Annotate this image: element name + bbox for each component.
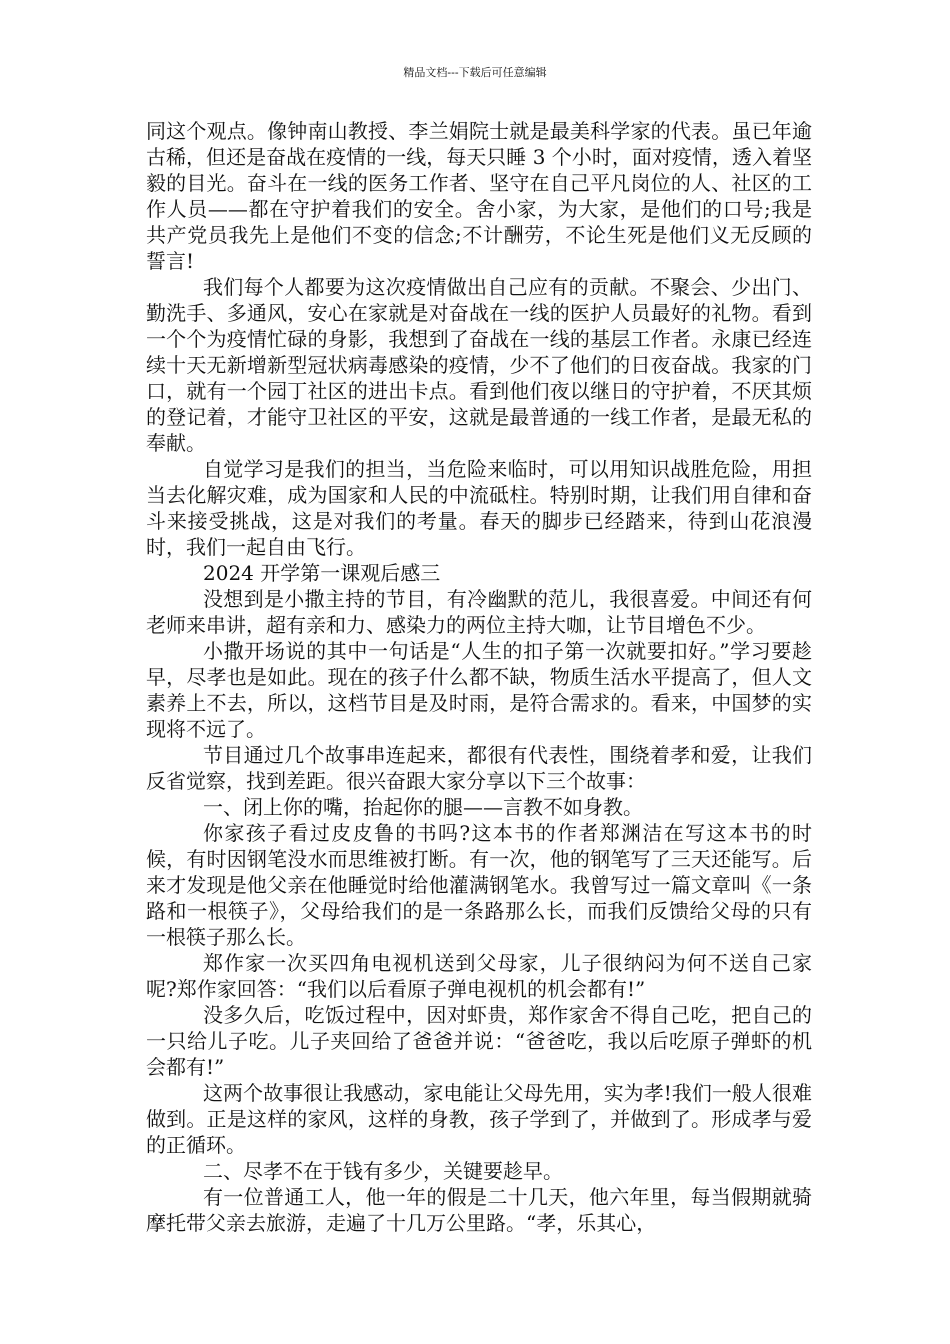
paragraph: 我们每个人都要为这次疫情做出自己应有的贡献。不聚会、少出门、勤洗手、多通风，安心在家就是对奋战在一线的医护人员最好的礼物。看到一个个为疫情忙碌的身影，我想到了奋战在一线的基层工作者。永康已经连续十天无新增新型冠状病毒感染的疫情，少不了他们的日夜奋战。我家的门口，就有一个园丁社区的进出卡点。看到他们夜以继日的守护着，不厌其烦的登记着，才能守卫社区的平安，这就是最普通的一线工作者，是最无私的奉献。 [146, 275, 812, 455]
paragraph: 没多久后，吃饭过程中，因对虾贵，郑作家舍不得自己吃，把自己的一只给儿子吃。儿子夹回给了爸爸并说：“爸爸吃，我以后吃原子弹虾的机会都有!” [146, 1003, 812, 1079]
paragraph: 你家孩子看过皮皮鲁的书吗?这本书的作者郑渊洁在写这本书的时候，有时因钢笔没水而思维被打断。有一次，他的钢笔写了三天还能写。后来才发现是他父亲在他睡觉时给他灌满钢笔水。我曾写过一篇文章叫《一条路和一根筷子》，父母给我们的是一条路那么长，而我们反馈给父母的只有一根筷子那么长。 [146, 821, 812, 949]
paragraph: 自觉学习是我们的担当，当危险来临时，可以用知识战胜危险，用担当去化解灾难，成为国家和人民的中流砥柱。特别时期，让我们用自律和奋斗来接受挑战，这是对我们的考量。春天的脚步已经踏来，待到山花浪漫时，我们一起自由飞行。 [146, 457, 812, 559]
paragraph: 这两个故事很让我感动，家电能让父母先用，实为孝!我们一般人很难做到。正是这样的家风，这样的身教，孩子学到了，并做到了。形成孝与爱的正循环。 [146, 1081, 812, 1157]
page-header: 精品文档---下载后可任意编辑 [403, 66, 547, 79]
paragraph: 郑作家一次买四角电视机送到父母家，儿子很纳闷为何不送自己家呢?郑作家回答：“我们以后看原子弹电视机的机会都有!” [146, 951, 812, 1001]
paragraph: 有一位普通工人，他一年的假是二十几天，他六年里，每当假期就骑摩托带父亲去旅游，走遍了十几万公里路。“孝，乐其心， [146, 1185, 812, 1235]
paragraph: 小撒开场说的其中一句话是“人生的扣子第一次就要扣好。”学习要趁早，尽孝也是如此。现在的孩子什么都不缺，物质生活水平提高了，但人文素养上不去，所以，这档节目是及时雨，是符合需求的。看来，中国梦的实现将不远了。 [146, 639, 812, 741]
paragraph: 节目通过几个故事串连起来，都很有代表性，围绕着孝和爱，让我们反省觉察，找到差距。很兴奋跟大家分享以下三个故事： [146, 743, 812, 793]
story-heading: 一、闭上你的嘴，抬起你的腿——言教不如身教。 [203, 795, 643, 819]
story-heading: 二、尽孝不在于钱有多少，关键要趁早。 [203, 1159, 563, 1183]
paragraph: 同这个观点。像钟南山教授、李兰娟院士就是最美科学家的代表。虽已年逾古稀，但还是奋战在疫情的一线，每天只睡 3 个小时，面对疫情，透入着坚毅的目光。奋斗在一线的医务工作者、坚守在自己平凡岗位的人、社区的工作人员——都在守护着我们的安全。舍小家，为大家，是他们的口号;我是共产党员我先上是他们不变的信念;不计酬劳，不论生死是他们义无反顾的誓言! [146, 119, 812, 273]
paragraph: 没想到是小撒主持的节目，有冷幽默的范儿，我很喜爱。中间还有何老师来串讲，超有亲和力、感染力的两位主持大咖，让节目增色不少。 [146, 587, 812, 637]
document-body [146, 118, 812, 1236]
section-title: 2024 开学第一课观后感三 [203, 561, 441, 585]
